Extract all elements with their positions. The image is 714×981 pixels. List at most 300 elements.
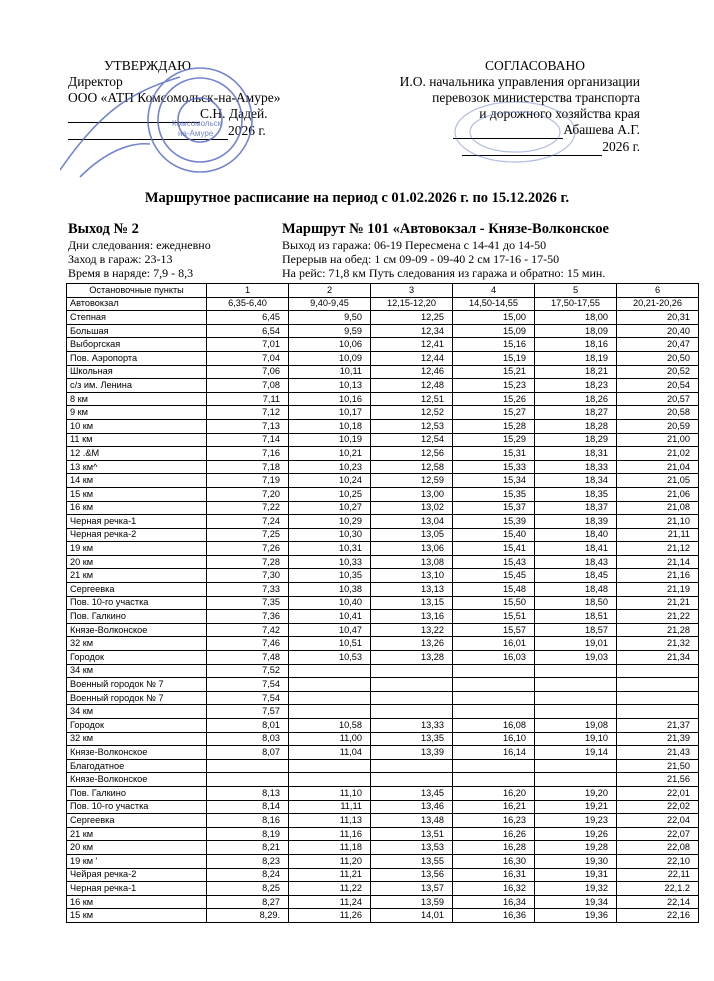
time-cell: 12,48 bbox=[371, 379, 453, 393]
time-cell: 13,45 bbox=[371, 786, 453, 800]
time-cell: 8,29. bbox=[207, 909, 289, 923]
table-row bbox=[67, 773, 699, 787]
time-cell: 22,11 bbox=[617, 868, 699, 882]
time-cell: 7,57 bbox=[207, 705, 289, 719]
time-cell: 20,50 bbox=[617, 351, 699, 365]
time-cell: 10,09 bbox=[289, 351, 371, 365]
time-cell: 19,10 bbox=[535, 732, 617, 746]
time-cell: 15,00 bbox=[453, 311, 535, 325]
table-row bbox=[67, 719, 699, 733]
stop-name-cell: Сергеевка bbox=[67, 583, 207, 597]
time-cell bbox=[371, 691, 453, 705]
time-cell: 20,40 bbox=[617, 324, 699, 338]
time-cell: 8,13 bbox=[207, 786, 289, 800]
time-cell: 7,01 bbox=[207, 338, 289, 352]
time-cell: 11,16 bbox=[289, 827, 371, 841]
header-stop-column: Остановочные пункты bbox=[67, 284, 207, 298]
time-cell: 11,10 bbox=[289, 786, 371, 800]
time-cell: 15,23 bbox=[453, 379, 535, 393]
time-cell: 15,26 bbox=[453, 392, 535, 406]
time-cell: 16,26 bbox=[453, 827, 535, 841]
time-cell bbox=[617, 705, 699, 719]
time-cell: 13,22 bbox=[371, 623, 453, 637]
stop-name-cell: Пов. 10-го участка bbox=[67, 800, 207, 814]
time-cell: 21,00 bbox=[617, 433, 699, 447]
time-cell bbox=[207, 773, 289, 787]
time-cell: 12,15-12,20 bbox=[371, 297, 453, 311]
time-cell: 15,21 bbox=[453, 365, 535, 379]
time-cell: 9,59 bbox=[289, 324, 371, 338]
table-row bbox=[67, 555, 699, 569]
time-cell: 11,00 bbox=[289, 732, 371, 746]
time-cell: 12,51 bbox=[371, 392, 453, 406]
table-row bbox=[67, 623, 699, 637]
stop-name-cell: 10 км bbox=[67, 419, 207, 433]
time-cell: 21,14 bbox=[617, 555, 699, 569]
time-cell: 21,22 bbox=[617, 610, 699, 624]
table-row bbox=[67, 515, 699, 529]
time-cell: 13,39 bbox=[371, 746, 453, 760]
time-cell: 22,14 bbox=[617, 895, 699, 909]
company-seal-stamp bbox=[60, 52, 260, 182]
time-cell: 13,59 bbox=[371, 895, 453, 909]
duty-time: Время в наряде: 7,9 - 8,3 bbox=[68, 266, 194, 280]
time-cell: 10,19 bbox=[289, 433, 371, 447]
time-cell: 13,51 bbox=[371, 827, 453, 841]
table-row bbox=[67, 542, 699, 556]
time-cell: 13,16 bbox=[371, 610, 453, 624]
time-cell: 8,23 bbox=[207, 854, 289, 868]
time-cell: 18,33 bbox=[535, 460, 617, 474]
time-cell: 7,48 bbox=[207, 651, 289, 665]
time-cell: 13,26 bbox=[371, 637, 453, 651]
time-cell: 19,23 bbox=[535, 814, 617, 828]
ministry-seal-stamp bbox=[440, 92, 590, 172]
trip-info: На рейс: 71,8 км Путь следования из гаража и обратно: 15 мин. bbox=[282, 266, 606, 280]
table-row bbox=[67, 324, 699, 338]
time-cell: 19,03 bbox=[535, 651, 617, 665]
time-cell: 10,58 bbox=[289, 719, 371, 733]
time-cell: 7,11 bbox=[207, 392, 289, 406]
days-of-operation: Дни следования: ежедневно bbox=[68, 238, 211, 252]
table-row bbox=[67, 406, 699, 420]
time-cell: 13,48 bbox=[371, 814, 453, 828]
time-cell: 9,50 bbox=[289, 311, 371, 325]
time-cell: 20,54 bbox=[617, 379, 699, 393]
table-row bbox=[67, 487, 699, 501]
time-cell: 20,47 bbox=[617, 338, 699, 352]
time-cell: 15,29 bbox=[453, 433, 535, 447]
table-row bbox=[67, 583, 699, 597]
time-cell: 15,34 bbox=[453, 474, 535, 488]
time-cell: 7,28 bbox=[207, 555, 289, 569]
stop-name-cell: Благодатное bbox=[67, 759, 207, 773]
table-row bbox=[67, 759, 699, 773]
time-cell: 19,30 bbox=[535, 854, 617, 868]
stop-name-cell: 32 км bbox=[67, 732, 207, 746]
time-cell: 13,15 bbox=[371, 596, 453, 610]
time-cell: 20,58 bbox=[617, 406, 699, 420]
time-cell: 12,59 bbox=[371, 474, 453, 488]
stop-name-cell: Школьная bbox=[67, 365, 207, 379]
table-row bbox=[67, 447, 699, 461]
time-cell: 13,53 bbox=[371, 841, 453, 855]
time-cell: 13,35 bbox=[371, 732, 453, 746]
table-row bbox=[67, 814, 699, 828]
time-cell: 7,25 bbox=[207, 528, 289, 542]
time-cell: 19,26 bbox=[535, 827, 617, 841]
stop-name-cell: Автовокзал bbox=[67, 297, 207, 311]
time-cell: 15,33 bbox=[453, 460, 535, 474]
time-cell: 7,54 bbox=[207, 678, 289, 692]
time-cell: 7,16 bbox=[207, 447, 289, 461]
stop-name-cell: 11 км bbox=[67, 433, 207, 447]
time-cell: 13,56 bbox=[371, 868, 453, 882]
time-cell: 18,51 bbox=[535, 610, 617, 624]
time-cell: 12,54 bbox=[371, 433, 453, 447]
time-cell: 10,40 bbox=[289, 596, 371, 610]
time-cell: 15,45 bbox=[453, 569, 535, 583]
time-cell bbox=[453, 691, 535, 705]
time-cell: 10,30 bbox=[289, 528, 371, 542]
time-cell: 20,31 bbox=[617, 311, 699, 325]
time-cell: 14,50-14,55 bbox=[453, 297, 535, 311]
time-cell: 13,08 bbox=[371, 555, 453, 569]
garage-departure: Выход из гаража: 06-19 Пересмена с 14-41 до 14-50 bbox=[282, 238, 547, 252]
time-cell: 10,18 bbox=[289, 419, 371, 433]
time-cell bbox=[453, 664, 535, 678]
stop-name-cell: Черная речка-1 bbox=[67, 882, 207, 896]
table-row bbox=[67, 827, 699, 841]
time-cell: 21,39 bbox=[617, 732, 699, 746]
stop-name-cell: Пов. 10-го участка bbox=[67, 596, 207, 610]
time-cell: 10,16 bbox=[289, 392, 371, 406]
lunch-break: Перерыв на обед: 1 см 09-09 - 09-40 2 см 17-16 - 17-50 bbox=[282, 252, 560, 266]
stop-name-cell: Князе-Волконское bbox=[67, 746, 207, 760]
time-cell: 21,11 bbox=[617, 528, 699, 542]
time-cell: 13,04 bbox=[371, 515, 453, 529]
time-cell: 16,14 bbox=[453, 746, 535, 760]
time-cell: 21,21 bbox=[617, 596, 699, 610]
time-cell: 12,34 bbox=[371, 324, 453, 338]
stop-name-cell: 34 км bbox=[67, 664, 207, 678]
time-cell: 18,09 bbox=[535, 324, 617, 338]
time-cell: 7,46 bbox=[207, 637, 289, 651]
time-cell: 11,22 bbox=[289, 882, 371, 896]
time-cell: 12,25 bbox=[371, 311, 453, 325]
time-cell: 18,27 bbox=[535, 406, 617, 420]
stop-name-cell: 16 км bbox=[67, 501, 207, 515]
time-cell: 18,48 bbox=[535, 583, 617, 597]
time-cell: 16,34 bbox=[453, 895, 535, 909]
time-cell: 18,45 bbox=[535, 569, 617, 583]
time-cell: 10,25 bbox=[289, 487, 371, 501]
garage-return: Заход в гараж: 23-13 bbox=[68, 252, 173, 266]
time-cell bbox=[535, 678, 617, 692]
time-cell: 17,50-17,55 bbox=[535, 297, 617, 311]
time-cell: 11,11 bbox=[289, 800, 371, 814]
stop-name-cell: Пов. Галкино bbox=[67, 786, 207, 800]
time-cell: 16,28 bbox=[453, 841, 535, 855]
table-row bbox=[67, 786, 699, 800]
time-cell: 16,01 bbox=[453, 637, 535, 651]
time-cell: 18,37 bbox=[535, 501, 617, 515]
time-cell: 15,40 bbox=[453, 528, 535, 542]
time-cell: 21,50 bbox=[617, 759, 699, 773]
time-cell: 18,34 bbox=[535, 474, 617, 488]
time-cell: 13,28 bbox=[371, 651, 453, 665]
time-cell: 10,11 bbox=[289, 365, 371, 379]
table-row bbox=[67, 419, 699, 433]
header-trip-column: 1 bbox=[207, 284, 289, 298]
time-cell: 18,35 bbox=[535, 487, 617, 501]
stop-name-cell: 34 км bbox=[67, 705, 207, 719]
time-cell: 18,31 bbox=[535, 447, 617, 461]
time-cell: 18,43 bbox=[535, 555, 617, 569]
time-cell bbox=[289, 773, 371, 787]
time-cell: 19,01 bbox=[535, 637, 617, 651]
stop-name-cell: 16 км bbox=[67, 895, 207, 909]
time-cell: 7,33 bbox=[207, 583, 289, 597]
time-cell: 13,33 bbox=[371, 719, 453, 733]
time-cell: 21,28 bbox=[617, 623, 699, 637]
time-cell: 18,39 bbox=[535, 515, 617, 529]
time-cell bbox=[289, 759, 371, 773]
time-cell bbox=[535, 705, 617, 719]
agreement-position-3: и дорожного хозяйства края bbox=[479, 106, 640, 121]
stop-name-cell: 21 км bbox=[67, 827, 207, 841]
time-cell: 15,39 bbox=[453, 515, 535, 529]
time-cell: 15,57 bbox=[453, 623, 535, 637]
time-cell: 7,04 bbox=[207, 351, 289, 365]
time-cell: 13,46 bbox=[371, 800, 453, 814]
time-cell: 15,09 bbox=[453, 324, 535, 338]
time-cell: 8,25 bbox=[207, 882, 289, 896]
time-cell: 13,00 bbox=[371, 487, 453, 501]
time-cell bbox=[371, 705, 453, 719]
stop-name-cell: 21 км bbox=[67, 569, 207, 583]
table-row bbox=[67, 841, 699, 855]
time-cell: 10,53 bbox=[289, 651, 371, 665]
time-cell: 10,35 bbox=[289, 569, 371, 583]
time-cell bbox=[453, 705, 535, 719]
table-row bbox=[67, 732, 699, 746]
time-cell: 11,04 bbox=[289, 746, 371, 760]
time-cell: 22,04 bbox=[617, 814, 699, 828]
time-cell: 18,19 bbox=[535, 351, 617, 365]
time-cell: 11,21 bbox=[289, 868, 371, 882]
time-cell: 13,05 bbox=[371, 528, 453, 542]
time-cell: 6,35-6,40 bbox=[207, 297, 289, 311]
time-cell: 16,36 bbox=[453, 909, 535, 923]
time-cell: 10,51 bbox=[289, 637, 371, 651]
time-cell bbox=[371, 759, 453, 773]
time-cell bbox=[289, 664, 371, 678]
time-cell bbox=[535, 773, 617, 787]
time-cell: 21,04 bbox=[617, 460, 699, 474]
time-cell: 10,47 bbox=[289, 623, 371, 637]
stop-name-cell: Военный городок № 7 bbox=[67, 691, 207, 705]
time-cell: 12,44 bbox=[371, 351, 453, 365]
time-cell: 7,24 bbox=[207, 515, 289, 529]
agreement-date: 2026 г. bbox=[602, 139, 640, 154]
time-cell bbox=[371, 664, 453, 678]
time-cell: 13,10 bbox=[371, 569, 453, 583]
time-cell: 16,10 bbox=[453, 732, 535, 746]
header-trip-column: 5 bbox=[535, 284, 617, 298]
agreement-signer: Абашева А.Г. bbox=[563, 122, 640, 137]
time-cell: 11,13 bbox=[289, 814, 371, 828]
time-cell: 22,07 bbox=[617, 827, 699, 841]
stop-name-cell: 12 .&М bbox=[67, 447, 207, 461]
table-row bbox=[67, 882, 699, 896]
time-cell: 19,28 bbox=[535, 841, 617, 855]
header-trip-column: 3 bbox=[371, 284, 453, 298]
time-cell: 18,29 bbox=[535, 433, 617, 447]
stop-name-cell: Черная речка-2 bbox=[67, 528, 207, 542]
time-cell: 10,38 bbox=[289, 583, 371, 597]
stop-name-cell: 15 км bbox=[67, 909, 207, 923]
table-row bbox=[67, 651, 699, 665]
agreement-position-1: И.О. начальника управления организации bbox=[399, 74, 640, 89]
time-cell: 18,41 bbox=[535, 542, 617, 556]
time-cell: 15,19 bbox=[453, 351, 535, 365]
time-cell: 7,19 bbox=[207, 474, 289, 488]
time-cell: 22,10 bbox=[617, 854, 699, 868]
time-cell bbox=[207, 759, 289, 773]
time-cell bbox=[289, 678, 371, 692]
time-cell: 7,06 bbox=[207, 365, 289, 379]
time-cell: 12,41 bbox=[371, 338, 453, 352]
time-cell: 7,52 bbox=[207, 664, 289, 678]
stop-name-cell: 13 км^ bbox=[67, 460, 207, 474]
time-cell: 16,08 bbox=[453, 719, 535, 733]
time-cell bbox=[289, 691, 371, 705]
time-cell: 19,32 bbox=[535, 882, 617, 896]
time-cell: 21,12 bbox=[617, 542, 699, 556]
table-row bbox=[67, 746, 699, 760]
table-row bbox=[67, 351, 699, 365]
time-cell: 19,20 bbox=[535, 786, 617, 800]
time-cell: 18,00 bbox=[535, 311, 617, 325]
time-cell: 8,19 bbox=[207, 827, 289, 841]
stop-name-cell: 19 км ' bbox=[67, 854, 207, 868]
time-cell bbox=[453, 678, 535, 692]
time-cell: 15,35 bbox=[453, 487, 535, 501]
time-cell: 22,16 bbox=[617, 909, 699, 923]
time-cell: 11,24 bbox=[289, 895, 371, 909]
time-cell: 13,55 bbox=[371, 854, 453, 868]
time-cell: 11,26 bbox=[289, 909, 371, 923]
time-cell: 6,54 bbox=[207, 324, 289, 338]
time-cell: 10,21 bbox=[289, 447, 371, 461]
table-header-row bbox=[67, 284, 699, 298]
time-cell: 21,37 bbox=[617, 719, 699, 733]
time-cell: 7,36 bbox=[207, 610, 289, 624]
time-cell: 11,18 bbox=[289, 841, 371, 855]
time-cell: 15,48 bbox=[453, 583, 535, 597]
time-cell: 8,07 bbox=[207, 746, 289, 760]
table-row bbox=[67, 474, 699, 488]
time-cell: 7,13 bbox=[207, 419, 289, 433]
time-cell: 13,57 bbox=[371, 882, 453, 896]
time-cell: 22,1.2 bbox=[617, 882, 699, 896]
time-cell: 8,14 bbox=[207, 800, 289, 814]
time-cell: 15,31 bbox=[453, 447, 535, 461]
approval-title: УТВЕРЖДАЮ bbox=[104, 58, 192, 73]
stop-name-cell: Сергеевка bbox=[67, 814, 207, 828]
time-cell: 15,37 bbox=[453, 501, 535, 515]
stop-name-cell: 32 км bbox=[67, 637, 207, 651]
time-cell bbox=[535, 664, 617, 678]
time-cell: 13,13 bbox=[371, 583, 453, 597]
table-row bbox=[67, 909, 699, 923]
time-cell: 20,59 bbox=[617, 419, 699, 433]
time-cell: 10,29 bbox=[289, 515, 371, 529]
stop-name-cell: Пов. Галкино bbox=[67, 610, 207, 624]
stop-name-cell: Военный городок № 7 bbox=[67, 678, 207, 692]
header-trip-column: 2 bbox=[289, 284, 371, 298]
time-cell: 15,50 bbox=[453, 596, 535, 610]
document-title: Маршрутное расписание на период с 01.02.2026 г. по 15.12.2026 г. bbox=[144, 190, 570, 206]
approval-date: 2026 г. bbox=[228, 123, 266, 138]
stop-name-cell: 20 км bbox=[67, 841, 207, 855]
table-row bbox=[67, 433, 699, 447]
time-cell: 18,16 bbox=[535, 338, 617, 352]
time-cell: 7,08 bbox=[207, 379, 289, 393]
stop-name-cell: 15 км bbox=[67, 487, 207, 501]
time-cell: 21,34 bbox=[617, 651, 699, 665]
time-cell: 7,18 bbox=[207, 460, 289, 474]
time-cell: 21,02 bbox=[617, 447, 699, 461]
time-cell: 18,26 bbox=[535, 392, 617, 406]
time-cell: 15,41 bbox=[453, 542, 535, 556]
stop-name-cell: Князе-Волконское bbox=[67, 623, 207, 637]
time-cell bbox=[535, 691, 617, 705]
time-cell: 15,16 bbox=[453, 338, 535, 352]
table-row bbox=[67, 691, 699, 705]
time-cell: 18,57 bbox=[535, 623, 617, 637]
time-cell: 7,12 bbox=[207, 406, 289, 420]
table-row bbox=[67, 596, 699, 610]
table-row bbox=[67, 311, 699, 325]
time-cell: 7,20 bbox=[207, 487, 289, 501]
table-row bbox=[67, 569, 699, 583]
agreement-title: СОГЛАСОВАНО bbox=[485, 58, 585, 73]
stop-name-cell: Городок bbox=[67, 719, 207, 733]
time-cell bbox=[535, 759, 617, 773]
time-cell: 18,28 bbox=[535, 419, 617, 433]
stop-name-cell: 14 км bbox=[67, 474, 207, 488]
schedule-table bbox=[66, 283, 699, 923]
time-cell: 10,17 bbox=[289, 406, 371, 420]
time-cell: 18,23 bbox=[535, 379, 617, 393]
time-cell: 20,21-20,26 bbox=[617, 297, 699, 311]
exit-number: Выход № 2 bbox=[68, 221, 139, 237]
time-cell: 22,01 bbox=[617, 786, 699, 800]
time-cell: 11,20 bbox=[289, 854, 371, 868]
stop-name-cell: 9 км bbox=[67, 406, 207, 420]
time-cell: 16,03 bbox=[453, 651, 535, 665]
time-cell: 8,03 bbox=[207, 732, 289, 746]
time-cell: 21,16 bbox=[617, 569, 699, 583]
stop-name-cell: Выборгская bbox=[67, 338, 207, 352]
table-row bbox=[67, 528, 699, 542]
time-cell: 10,41 bbox=[289, 610, 371, 624]
stop-name-cell: с/з им. Ленина bbox=[67, 379, 207, 393]
table-row bbox=[67, 379, 699, 393]
approval-position: Директор bbox=[68, 74, 123, 89]
